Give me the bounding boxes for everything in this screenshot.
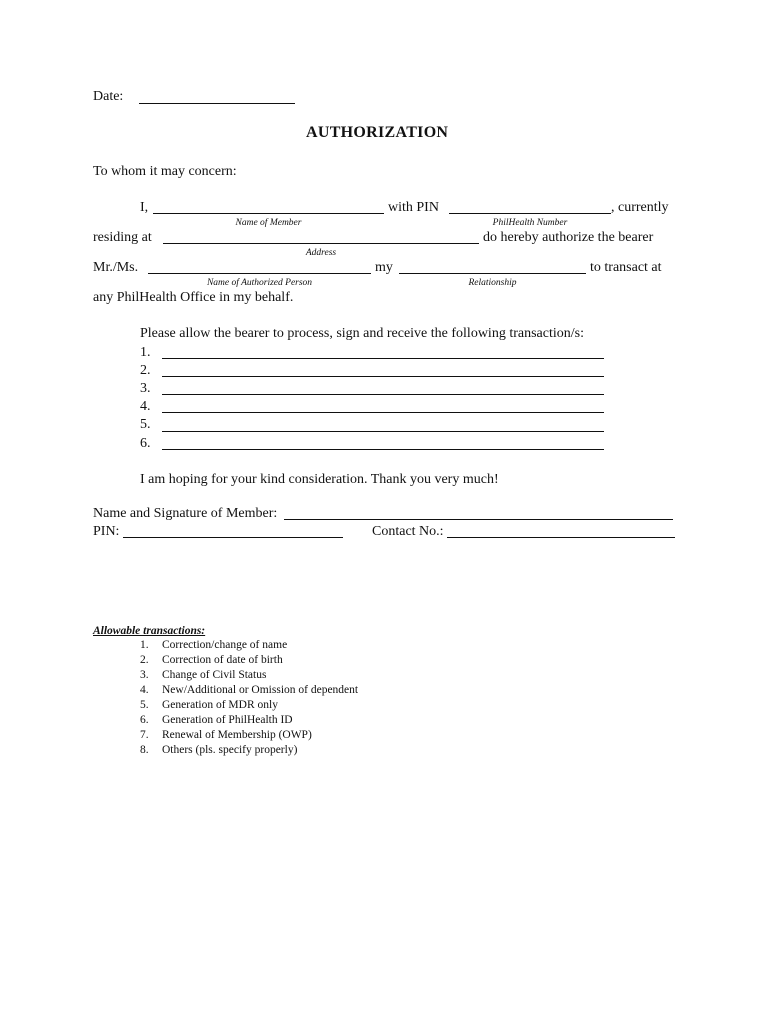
contact-field-line[interactable]: [447, 537, 675, 538]
transaction-field-line[interactable]: [162, 431, 604, 432]
list-item-number: 8.: [140, 744, 149, 756]
line1-mid: with PIN: [388, 200, 439, 215]
date-field-line[interactable]: [139, 103, 295, 104]
list-item-number: 2.: [140, 654, 149, 666]
member-name-field-line[interactable]: [153, 213, 384, 214]
authorized-person-field-line[interactable]: [148, 273, 371, 274]
transaction-field-line[interactable]: [162, 449, 604, 450]
salutation: To whom it may concern:: [93, 164, 237, 179]
transaction-number: 2.: [140, 363, 151, 378]
transaction-field-line[interactable]: [162, 394, 604, 395]
line1-suffix: , currently: [611, 200, 669, 215]
closing-text: I am hoping for your kind consideration. Thank you very much!: [140, 472, 499, 487]
caption-relationship: Relationship: [468, 278, 517, 288]
list-item: Correction/change of name: [162, 639, 288, 651]
transaction-number: 4.: [140, 399, 151, 414]
list-item: Generation of MDR only: [162, 699, 278, 711]
line1-prefix: I,: [140, 200, 149, 215]
list-item-number: 3.: [140, 669, 149, 681]
list-item: Others (pls. specify properly): [162, 744, 298, 756]
transaction-number: 3.: [140, 381, 151, 396]
allowable-heading: Allowable transactions:: [93, 625, 206, 637]
caption-authorized-person: Name of Authorized Person: [206, 278, 313, 288]
line2-prefix: residing at: [93, 230, 152, 245]
list-item-number: 7.: [140, 729, 149, 741]
list-item-number: 5.: [140, 699, 149, 711]
transaction-field-line[interactable]: [162, 358, 604, 359]
line2-suffix: do hereby authorize the bearer: [483, 230, 654, 245]
caption-philhealth-number: PhilHealth Number: [492, 218, 568, 228]
list-item-number: 6.: [140, 714, 149, 726]
transaction-number: 5.: [140, 417, 151, 432]
list-item-number: 1.: [140, 639, 149, 651]
line4-text: any PhilHealth Office in my behalf.: [93, 290, 294, 305]
name-signature-field-line[interactable]: [284, 519, 673, 520]
transaction-field-line[interactable]: [162, 376, 604, 377]
name-signature-label: Name and Signature of Member:: [93, 506, 278, 521]
line3-suffix: to transact at: [590, 260, 662, 275]
transaction-number: 1.: [140, 345, 151, 360]
contact-label: Contact No.:: [372, 524, 444, 539]
transaction-field-line[interactable]: [162, 412, 604, 413]
line3-mid: my: [375, 260, 393, 275]
page-title: AUTHORIZATION: [306, 124, 449, 141]
caption-address: Address: [305, 248, 337, 258]
list-item: Renewal of Membership (OWP): [162, 729, 312, 741]
pin-field-line[interactable]: [449, 213, 611, 214]
line3-prefix: Mr./Ms.: [93, 260, 139, 275]
list-item: New/Additional or Omission of dependent: [162, 684, 359, 696]
address-field-line[interactable]: [163, 243, 479, 244]
list-item: Correction of date of birth: [162, 654, 283, 666]
request-text: Please allow the bearer to process, sign and receive the following transaction/s:: [140, 326, 584, 341]
relationship-field-line[interactable]: [399, 273, 586, 274]
pin-signature-field-line[interactable]: [123, 537, 343, 538]
list-item: Change of Civil Status: [162, 669, 267, 681]
transaction-number: 6.: [140, 436, 151, 451]
pin-label: PIN:: [93, 524, 120, 539]
list-item: Generation of PhilHealth ID: [162, 714, 293, 726]
caption-name-of-member: Name of Member: [235, 218, 302, 228]
date-label: Date:: [93, 89, 124, 104]
list-item-number: 4.: [140, 684, 149, 696]
